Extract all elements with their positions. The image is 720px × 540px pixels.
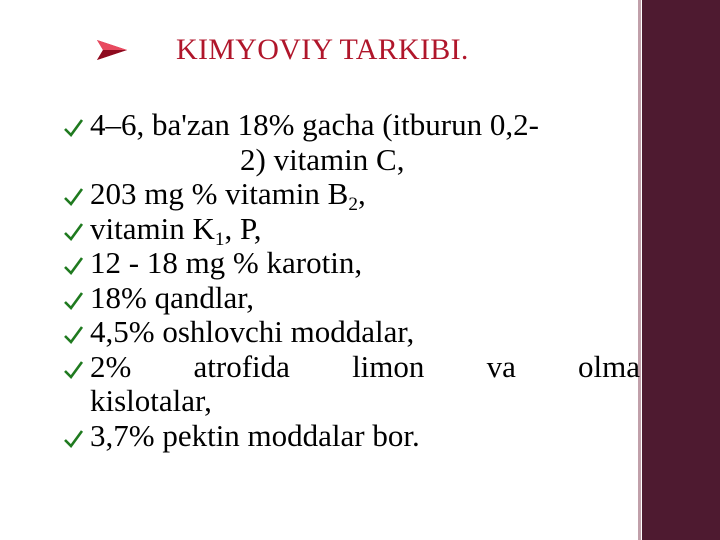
list-item: [62, 315, 640, 350]
subscript: 1: [214, 228, 225, 250]
list-item: [62, 210, 640, 250]
list-item: [62, 176, 640, 216]
check-icon: [62, 428, 84, 450]
list-item: [62, 419, 640, 454]
list-item: [62, 246, 640, 281]
subscript: 2: [348, 194, 358, 216]
item-text: 203 mg % vitamin B: [90, 176, 349, 211]
item-text: 18% qandlar,: [90, 279, 255, 315]
red-arrow-icon: [93, 38, 129, 62]
side-accent-bar: [642, 0, 720, 540]
item-text: 4,5% oshlovchi moddalar,: [90, 314, 415, 349]
check-icon: [62, 186, 84, 208]
list-item: [62, 281, 640, 316]
bullet-list: [62, 108, 640, 453]
item-text: 3,7% pektin moddalar bor.: [90, 417, 420, 453]
item-text: ,: [357, 176, 366, 211]
item-text: 2% atrofida limon va olma: [90, 348, 640, 384]
check-icon: [62, 290, 84, 312]
check-icon: [62, 221, 84, 243]
list-item: [62, 108, 640, 177]
check-icon: [62, 117, 84, 139]
check-icon: [62, 359, 84, 381]
check-icon: [62, 255, 84, 277]
check-icon: [62, 324, 84, 346]
item-text: 12 - 18 mg % karotin,: [90, 245, 363, 280]
slide-title: KIMYOVIY TARKIBI.: [176, 33, 469, 66]
item-text-continuation: 2) vitamin C,: [240, 141, 405, 177]
list-item: [62, 350, 640, 419]
item-text: , P,: [224, 210, 262, 246]
item-text: vitamin K: [90, 210, 215, 246]
item-text: 4–6, ba'zan 18% gacha (itburun 0,2-: [90, 107, 539, 142]
item-text-continuation: kislotalar,: [90, 383, 212, 418]
